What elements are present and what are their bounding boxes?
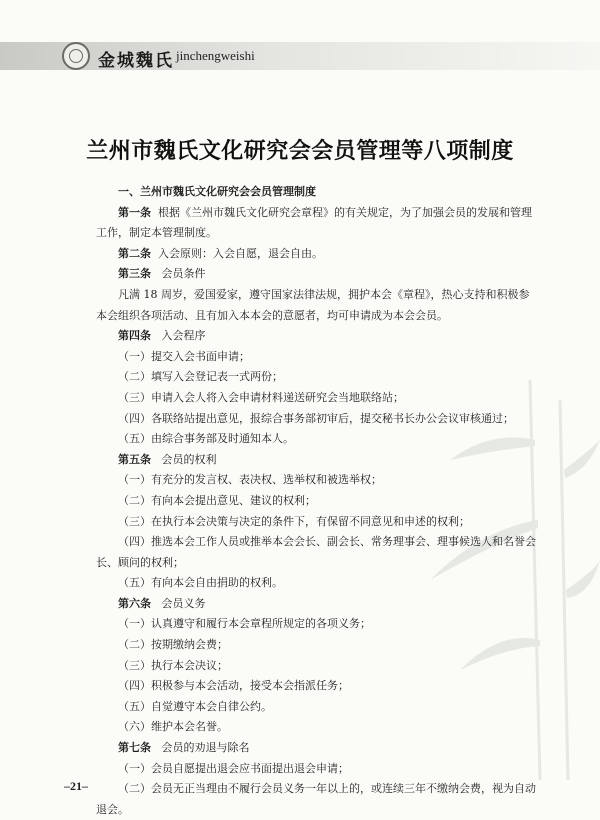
list-item: （一）会员自愿提出退会应书面提出退会申请；: [118, 761, 349, 775]
article-7-text: 会员的劝退与除名: [161, 741, 250, 755]
article-7: [96, 738, 536, 759]
list-item: （一）提交入会书面申请；: [118, 349, 250, 363]
article-2: [96, 244, 536, 265]
article-4-head: 第四条: [118, 329, 151, 343]
article-3: [96, 264, 536, 285]
article-2-text: 入会原则：入会自愿，退会自由。: [158, 246, 323, 260]
article-3-head: 第三条: [118, 267, 151, 281]
section-heading: 一、兰州市魏氏文化研究会会员管理制度: [118, 185, 316, 198]
article-2-head: 第二条: [118, 246, 151, 260]
page-number: –21–: [64, 779, 88, 793]
list-item: （四）推选本会工作人员或推举本会会长、副会长、常务理事会、理事候选人和名誉会长、顾问的权利；: [96, 535, 536, 569]
list-item: （三）在执行本会决策与决定的条件下，有保留不同意见和申述的权利；: [118, 514, 470, 528]
list-item: （二）有向本会提出意见、建议的权利；: [118, 493, 316, 507]
article-1-head: 第一条: [118, 205, 151, 219]
article-5-head: 第五条: [118, 452, 151, 466]
brand-logo-icon: [62, 42, 90, 70]
list-item: （二）会员无正当理由不履行会员义务一年以上的，或连续三年不缴纳会费，视为自动退会。: [96, 782, 536, 816]
article-1: [96, 203, 536, 244]
article-6-text: 会员义务: [161, 596, 206, 610]
list-item: （六）维护本会名誉。: [118, 720, 228, 734]
brand-name-en: jinchengweishi: [176, 48, 255, 63]
list-item: （一）有充分的发言权、表决权、选举权和被选举权；: [118, 473, 382, 487]
list-item: （三）申请入会人将入会申请材料递送研究会当地联络站；: [118, 390, 404, 404]
document-body: [96, 182, 536, 820]
article-3-body: 凡满 18 周岁，爱国爱家，遵守国家法律法规，拥护本会《章程》，热心支持和积极参本会组织各项活动、且有加入本本会的意愿者，均可申请成为本会会员。: [96, 287, 530, 322]
header-bar: [0, 42, 600, 70]
article-6: [96, 594, 536, 615]
list-item: （五）由综合事务部及时通知本人。: [118, 432, 294, 446]
article-3-text: 会员条件: [161, 267, 206, 281]
list-item: （三）执行本会决议；: [118, 658, 228, 672]
page-title: 兰州市魏氏文化研究会会员管理等八项制度: [86, 138, 514, 164]
list-item: （二）按期缴纳会费；: [118, 638, 228, 652]
article-5-text: 会员的权利: [161, 452, 217, 466]
list-item: （五）有向本会自由捐助的权利。: [118, 576, 283, 590]
article-4: [96, 326, 536, 347]
article-4-text: 入会程序: [161, 329, 206, 343]
brand-name-cn: 金城魏氏: [98, 51, 174, 71]
list-item: （一）认真遵守和履行本会章程所规定的各项义务；: [118, 617, 371, 631]
article-1-text: 根据《兰州市魏氏文化研究会章程》的有关规定，为了加强会员的发展和管理工作，制定本管理制度。: [96, 205, 532, 240]
article-5: [96, 450, 536, 471]
article-7-head: 第七条: [118, 741, 151, 755]
list-item: （五）自觉遵守本会自律公约。: [118, 699, 272, 713]
list-item: （四）各联络站提出意见，报综合事务部初审后，提交秘书长办公会议审核通过；: [118, 411, 514, 425]
list-item: （四）积极参与本会活动，接受本会指派任务；: [118, 679, 349, 693]
list-item: （二）填写入会登记表一式两份；: [118, 370, 283, 384]
article-6-head: 第六条: [118, 596, 151, 610]
